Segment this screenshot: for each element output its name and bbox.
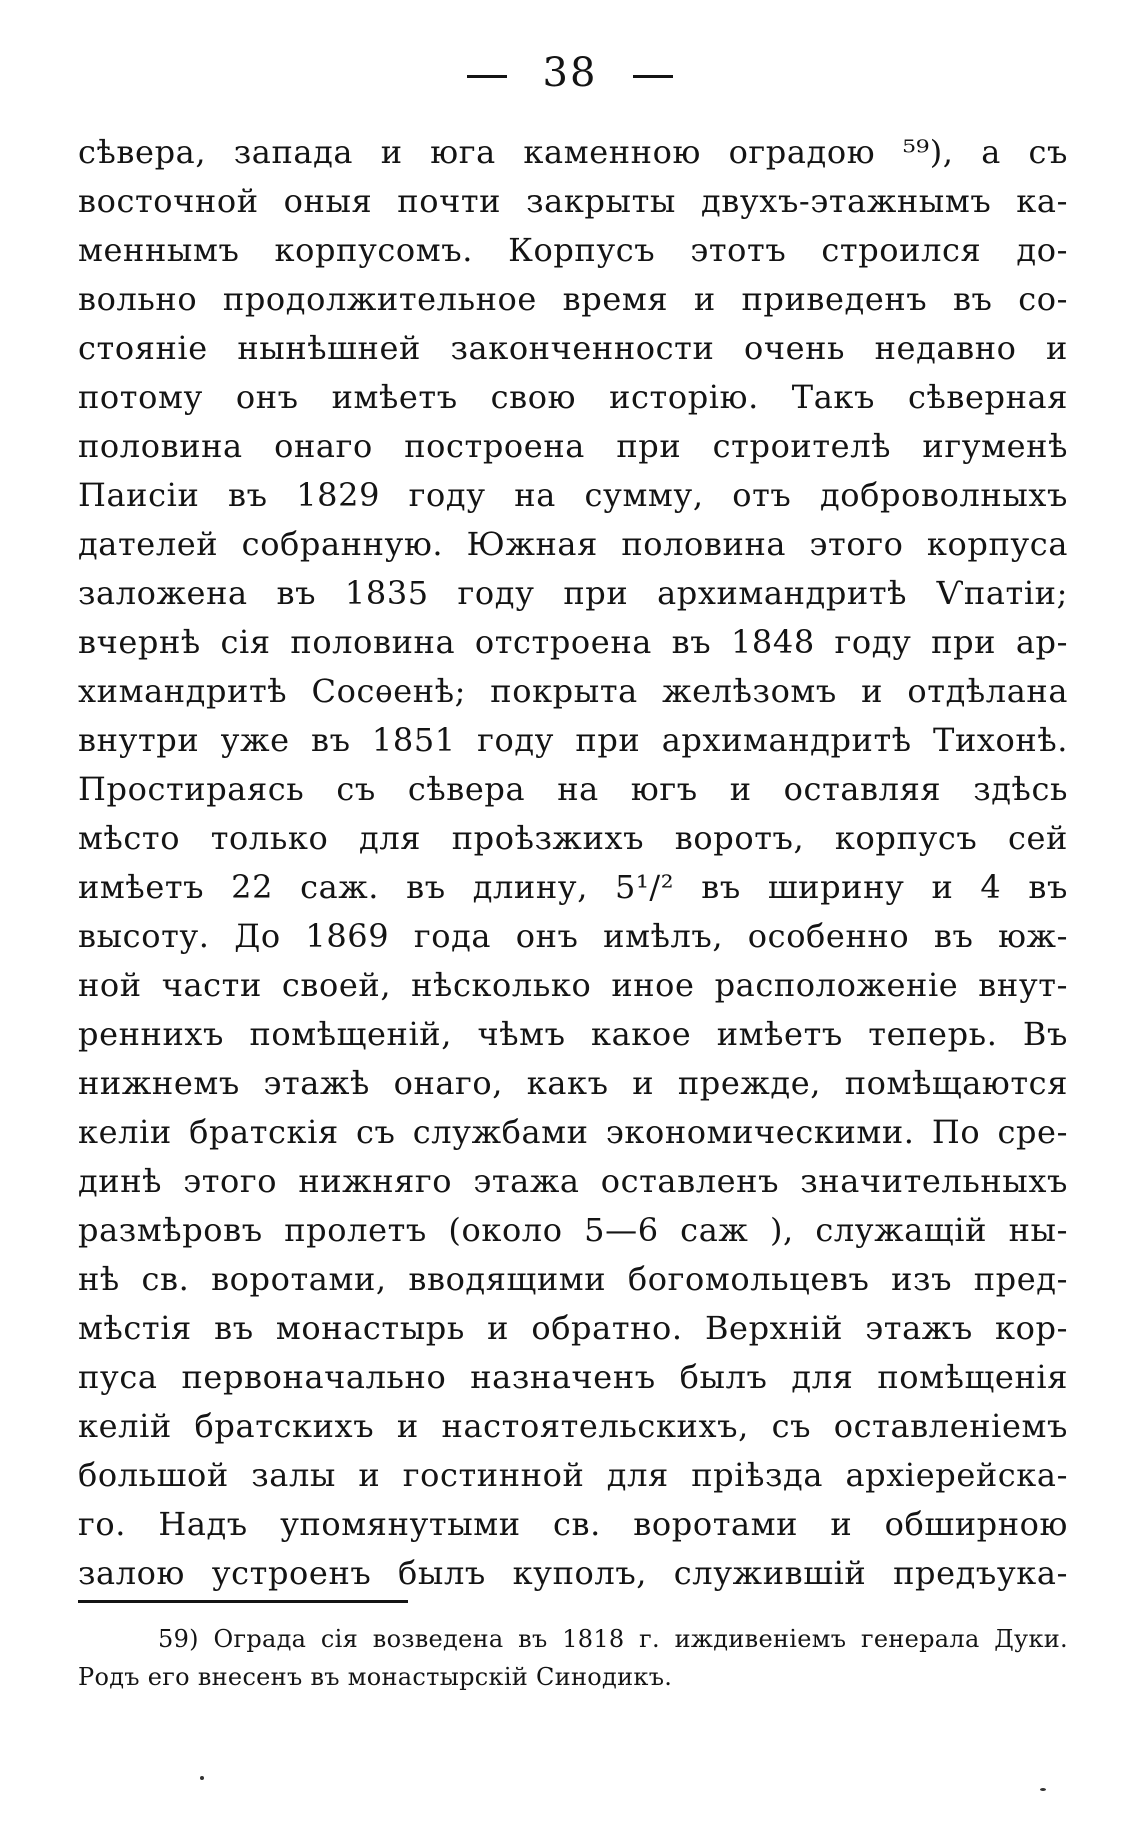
body-line: имѣетъ 22 саж. въ длину, 5¹/² въ ширину и 4 въ [78, 868, 1068, 906]
page-number-header [0, 50, 1140, 96]
body-line: сѣвера, запада и юга каменною оградою ⁵⁹), а съ [78, 133, 1068, 171]
left-dash [467, 75, 507, 78]
body-line: мѣстія въ монастырь и обратно. Верхній этажъ кор- [78, 1309, 1068, 1347]
body-line: меннымъ корпусомъ. Корпусъ этотъ строился до- [78, 231, 1068, 269]
body-text [78, 128, 1068, 1598]
body-line: заложена въ 1835 году при архимандритѣ Ѵпатіи; [78, 574, 1068, 612]
body-line: внутри уже въ 1851 году при архимандритѣ Тихонѣ. [78, 721, 1068, 759]
body-line: Паисіи въ 1829 году на сумму, отъ доброволныхъ [78, 476, 1068, 514]
print-speck [1040, 1788, 1046, 1791]
footnote-line: 59) Ограда сія возведена въ 1818 г. иждивеніемъ генерала Дуки. [158, 1625, 1068, 1653]
body-line: дателей собранную. Южная половина этого корпуса [78, 525, 1068, 563]
footnote-line: Родъ его внесенъ въ монастырскій Синодикъ. [78, 1663, 673, 1691]
body-line: потому онъ имѣетъ свою исторію. Такъ сѣверная [78, 378, 1068, 416]
body-line: размѣровъ пролетъ (около 5—6 саж ), служащій ны- [78, 1211, 1068, 1249]
body-line: Простираясь съ сѣвера на югъ и оставляя здѣсь [78, 770, 1068, 808]
print-speck [200, 1776, 204, 1780]
body-line: половина онаго построена при строителѣ игуменѣ [78, 427, 1068, 465]
body-line: го. Надъ упомянутыми св. воротами и обширною [78, 1505, 1068, 1543]
body-line: химандритѣ Сосѳенѣ; покрыта желѣзомъ и отдѣлана [78, 672, 1068, 710]
body-line: высоту. До 1869 года онъ имѣлъ, особенно въ юж- [78, 917, 1068, 955]
body-line: нижнемъ этажѣ онаго, какъ и прежде, помѣщаются [78, 1064, 1068, 1102]
body-line: вольно продолжительное время и приведенъ въ со- [78, 280, 1068, 318]
body-line: келіи братскія съ службами экономическими. По сре- [78, 1113, 1068, 1151]
body-line: келій братскихъ и настоятельскихъ, съ оставленіемъ [78, 1407, 1068, 1445]
body-line: нѣ св. воротами, вводящими богомольцевъ изъ пред- [78, 1260, 1068, 1298]
body-line: залою устроенъ былъ куполъ, служившій предъука- [78, 1554, 1068, 1592]
footnote [78, 1620, 1068, 1696]
body-line: динѣ этого нижняго этажа оставленъ значительныхъ [78, 1162, 1068, 1200]
footnote-separator-rule [78, 1600, 408, 1603]
page-number: 38 [542, 50, 598, 96]
body-line: пуса первоначально назначенъ былъ для помѣщенія [78, 1358, 1068, 1396]
body-line: ной части своей, нѣсколько иное расположеніе внут- [78, 966, 1068, 1004]
body-line: стояніе нынѣшней законченности очень недавно и [78, 329, 1068, 367]
body-line: вчернѣ сія половина отстроена въ 1848 году при ар- [78, 623, 1068, 661]
body-line: восточной оныя почти закрыты двухъ-этажнымъ ка- [78, 182, 1068, 220]
right-dash [633, 75, 673, 78]
body-line: большой залы и гостинной для пріѣзда архіерейска- [78, 1456, 1068, 1494]
body-line: реннихъ помѣщеній, чѣмъ какое имѣетъ теперь. Въ [78, 1015, 1068, 1053]
body-line: мѣсто только для проѣзжихъ воротъ, корпусъ сей [78, 819, 1068, 857]
